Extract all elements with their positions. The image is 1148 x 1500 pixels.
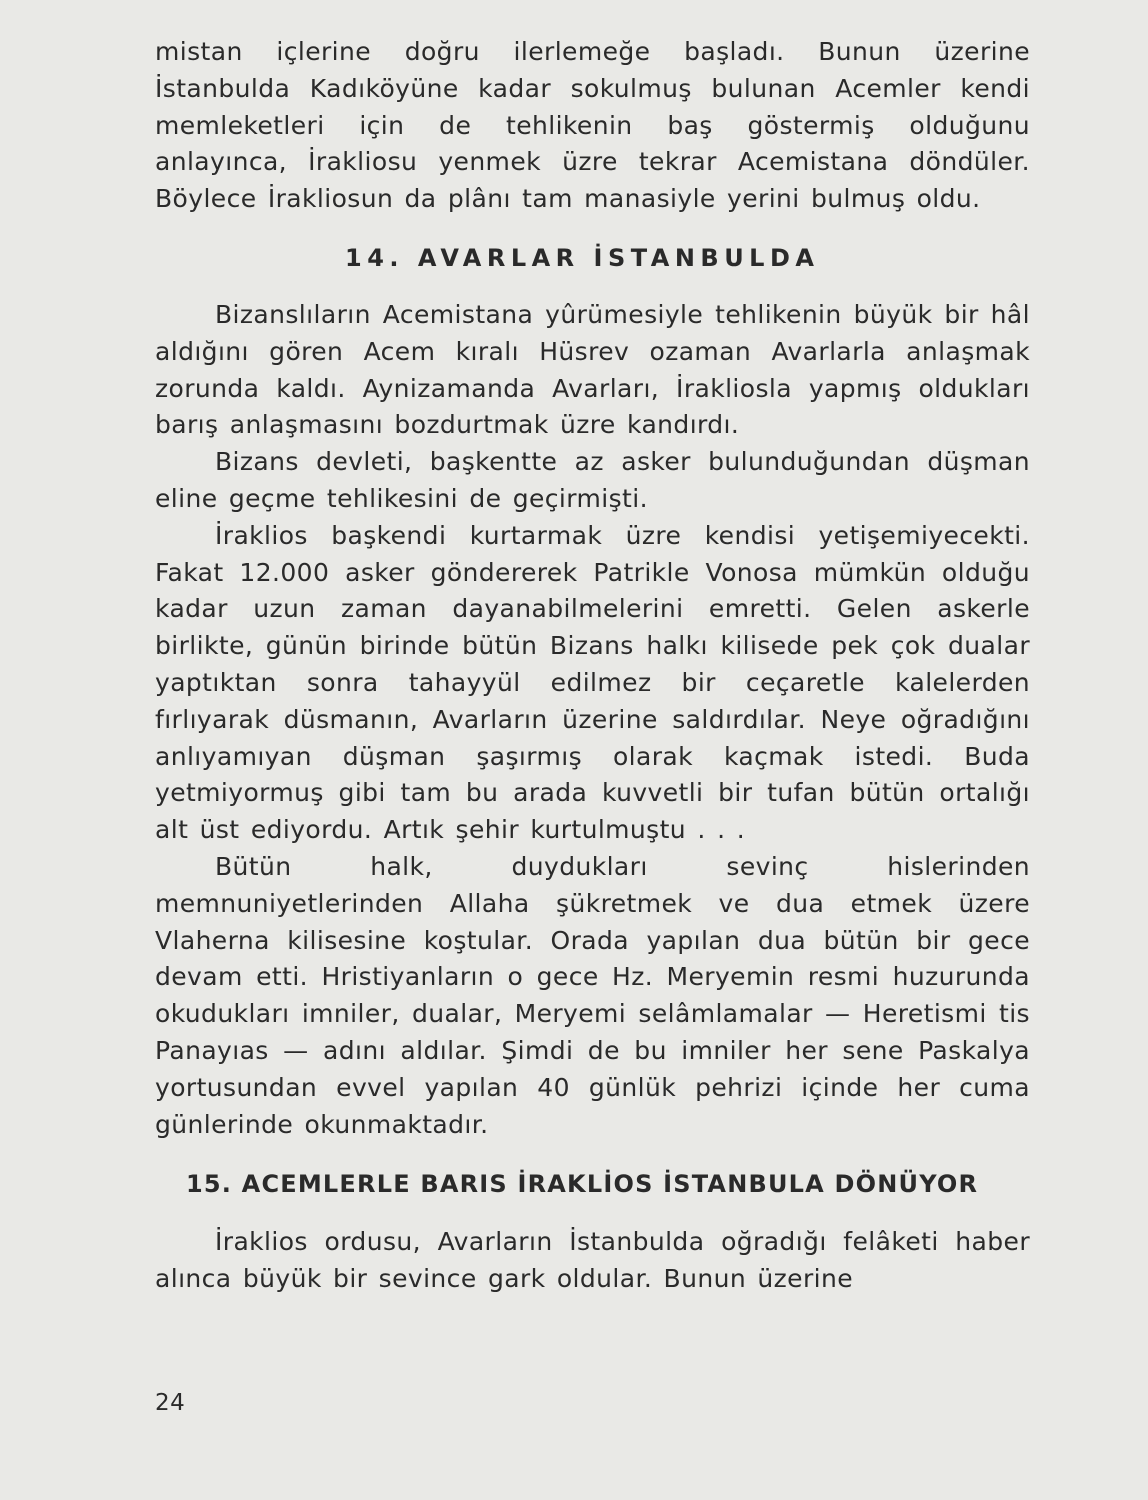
intro-paragraph: mistan içlerine doğru ilerlemeğe başladı. Bunun üzerine İstanbulda Kadıköyüne kadar sokulmuş bulunan Acemler kendi memleketleri için de tehlikenin baş göstermiş olduğunu anlayınca, İrakliosu yenmek üzre tekrar Acemistana döndüler. Böylece İrakliosun da plânı tam manasiyle yerini bulmuş oldu.: [155, 37, 1030, 214]
book-page: [155, 34, 1030, 1298]
section-14-heading: 14. AVARLAR İSTANBULDA: [345, 243, 820, 272]
section-15-paragraph-1: İraklios ordusu, Avarların İstanbulda oğradığı felâketi haber alınca büyük bir sevince gark oldular. Bunun üzerine: [155, 1227, 1030, 1294]
section-14-paragraph-1: Bizanslıların Acemistana yûrümesiyle tehlikenin büyük bir hâl aldığını gören Acem kıralı Hüsrev ozaman Avarlarla anlaşmak zorunda kaldı. Aynizamanda Avarları, İrakliosla yapmış oldukları barış anlaşmasını bozdurtmak üzre kandırdı.: [155, 299, 1030, 440]
section-14-paragraph-3: İraklios başkendi kurtarmak üzre kendisi yetişemiyecekti. Fakat 12.000 asker göndererek Patrikle Vonosa mümkün olduğu kadar uzun zaman dayanabilmelerini emretti. Gelen askerle birlikte, günün birinde bütün Bizans halkı kilisede pek çok dualar yaptıktan sonra tahayyül edilmez bir ceçaretle kalelerden fırlıyarak düsmanın, Avarların üzerine saldırdılar. Neye oğradığını anlıyamıyan düşman şaşırmış olarak kaçmak istedi. Buda yetmiyormuş gibi tam bu arada kuvvetli bir tufan bütün ortalığı alt üst ediyordu. Artık şehir kurtulmuştu . . .: [155, 520, 1030, 845]
page-number: 24: [155, 1390, 186, 1416]
section-14-paragraph-2: Bizans devleti, başkentte az asker bulunduğundan düşman eline geçme tehlikesini de geçirmişti.: [155, 447, 1030, 513]
section-15-heading: 15. ACEMLERLE BARIS İRAKLİOS İSTANBULA DÖNÜYOR: [186, 1170, 979, 1199]
section-14-paragraph-4: Bütün halk, duydukları sevinç hislerinden memnuniyetlerinden Allaha şükretmek ve dua etmek üzere Vlaherna kilisesine koştular. Orada yapılan dua bütün bir gece devam etti. Hristiyanların o gece Hz. Meryemin resmi huzurunda okudukları imniler, dualar, Meryemi selâmlamalar — Heretismi tis Panayıas — adını aldılar. Şimdi de bu imniler her sene Paskalya yortusundan evvel yapılan 40 günlük pehrizi içinde her cuma günlerinde okunmaktadır.: [155, 851, 1030, 1139]
